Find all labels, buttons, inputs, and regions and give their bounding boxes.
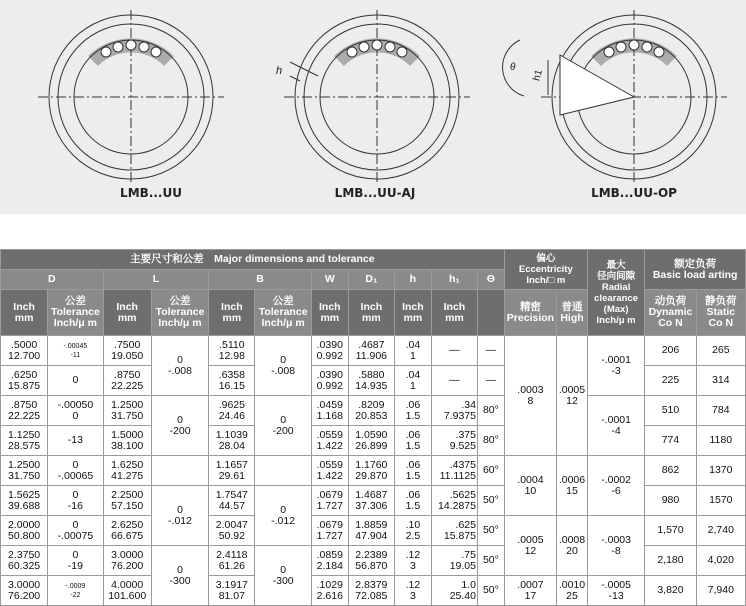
header-inch-mm: Inch mm bbox=[394, 290, 431, 336]
table-cell: .0390 0.992 bbox=[311, 366, 348, 396]
table-cell: .9625 24.46 bbox=[209, 396, 255, 426]
header-inch-mm: Inch mm bbox=[103, 290, 151, 336]
table-cell: 0 -.012 bbox=[151, 486, 208, 546]
table-cell: .5625 14.2875 bbox=[431, 486, 477, 516]
table-cell: .0559 1.422 bbox=[311, 456, 348, 486]
table-row bbox=[1, 336, 746, 366]
table-cell: 0 -.008 bbox=[255, 336, 311, 396]
table-cell: 60° bbox=[477, 456, 504, 486]
header-D1: D₁ bbox=[348, 270, 394, 290]
header-radial-clearance: 最大 径向间隙 Radial clearance (Max) Inch/μ m bbox=[587, 250, 644, 336]
header-h1: h₁ bbox=[431, 270, 477, 290]
table-cell: 3.0000 76.200 bbox=[103, 546, 151, 576]
table-cell: 980 bbox=[645, 486, 696, 516]
header-L: L bbox=[103, 270, 209, 290]
caption-uu-aj: LMB...UU-AJ bbox=[334, 186, 416, 200]
table-cell: .0010 25 bbox=[557, 576, 588, 606]
table-cell: .1029 2.616 bbox=[311, 576, 348, 606]
header-h: h bbox=[394, 270, 431, 290]
table-cell: .0008 20 bbox=[557, 516, 588, 576]
table-cell: 1.4687 37.306 bbox=[348, 486, 394, 516]
h1-label: h1 bbox=[531, 68, 545, 83]
table-cell: .75 19.05 bbox=[431, 546, 477, 576]
table-cell: 2.2500 57.150 bbox=[103, 486, 151, 516]
dimensions-table bbox=[0, 249, 746, 606]
table-cell: 50° bbox=[477, 486, 504, 516]
table-cell: .06 1.5 bbox=[394, 486, 431, 516]
table-cell: 2.6250 66.675 bbox=[103, 516, 151, 546]
table-cell: 1.2500 31.750 bbox=[103, 396, 151, 426]
bearing-drawing-uu bbox=[38, 10, 224, 184]
table-cell: 3,820 bbox=[645, 576, 696, 606]
table-cell: 1.5625 39.688 bbox=[1, 486, 48, 516]
table-cell: 2.8379 72.085 bbox=[348, 576, 394, 606]
header-eccentricity: 偏心 Eccentricity Inch/□ m bbox=[504, 250, 587, 290]
table-cell: 314 bbox=[696, 366, 745, 396]
table-cell: 1180 bbox=[696, 426, 745, 456]
table-cell: .0004 10 bbox=[504, 456, 556, 516]
table-cell: .0005 12 bbox=[557, 336, 588, 456]
table-cell bbox=[151, 456, 208, 486]
table-cell: 3.1917 81.07 bbox=[209, 576, 255, 606]
table-cell: 2.2389 56.870 bbox=[348, 546, 394, 576]
table-cell: .8750 22.225 bbox=[103, 366, 151, 396]
table-cell: 0 -300 bbox=[255, 546, 311, 606]
table-cell: .625 15.875 bbox=[431, 516, 477, 546]
header-load: 额定负荷 Basic load arting bbox=[645, 250, 746, 290]
table-cell: .7500 19.050 bbox=[103, 336, 151, 366]
table-cell: 50° bbox=[477, 516, 504, 546]
drawings-panel bbox=[0, 0, 746, 214]
bearing-drawing-uu-op bbox=[503, 10, 727, 184]
table-cell: 0 -.00075 bbox=[48, 516, 103, 546]
table-cell: 225 bbox=[645, 366, 696, 396]
table-cell: 1570 bbox=[696, 486, 745, 516]
table-cell: — bbox=[431, 336, 477, 366]
table-cell: 1.0590 26.899 bbox=[348, 426, 394, 456]
table-cell: .0559 1.422 bbox=[311, 426, 348, 456]
header-high: 普通 High bbox=[557, 290, 588, 336]
table-cell: 2.0000 50.800 bbox=[1, 516, 48, 546]
table-cell: 1,570 bbox=[645, 516, 696, 546]
table-cell: 862 bbox=[645, 456, 696, 486]
table-cell: 2.0047 50.92 bbox=[209, 516, 255, 546]
table-cell: 1.1039 28.04 bbox=[209, 426, 255, 456]
header-inch-mm: Inch mm bbox=[209, 290, 255, 336]
header-major-dims: 主要尺寸和公差 Major dimensions and tolerance bbox=[1, 250, 505, 270]
table-cell: 0 bbox=[48, 366, 103, 396]
table-cell: 1370 bbox=[696, 456, 745, 486]
table-cell: 0 -16 bbox=[48, 486, 103, 516]
header-theta-blank bbox=[477, 290, 504, 336]
table-cell: 1.1760 29.870 bbox=[348, 456, 394, 486]
table-cell: 2.4118 61.26 bbox=[209, 546, 255, 576]
table-cell: .8750 22.225 bbox=[1, 396, 48, 426]
table-cell: 1.1657 29.61 bbox=[209, 456, 255, 486]
table-cell: 1.0 25.40 bbox=[431, 576, 477, 606]
caption-uu: LMB...UU bbox=[120, 186, 182, 200]
table-cell: .10 2.5 bbox=[394, 516, 431, 546]
caption-uu-op: LMB...UU-OP bbox=[591, 186, 677, 200]
table-cell: .6358 16.15 bbox=[209, 366, 255, 396]
table-cell: 2.3750 60.325 bbox=[1, 546, 48, 576]
table-cell: 3.0000 76.200 bbox=[1, 576, 48, 606]
table-cell: -.0003 -8 bbox=[587, 516, 644, 576]
header-dynamic: 动负荷 Dynamic Co N bbox=[645, 290, 696, 336]
header-theta: Θ bbox=[477, 270, 504, 290]
table-cell: — bbox=[477, 366, 504, 396]
table-cell: 0 -.00065 bbox=[48, 456, 103, 486]
table-cell: 1.8859 47.904 bbox=[348, 516, 394, 546]
table-cell: 510 bbox=[645, 396, 696, 426]
table-cell: .0390 0.992 bbox=[311, 336, 348, 366]
table-cell: 4.0000 101.600 bbox=[103, 576, 151, 606]
table-cell: .06 1.5 bbox=[394, 426, 431, 456]
table-cell: .8209 20.853 bbox=[348, 396, 394, 426]
header-static: 静负荷 Static Co N bbox=[696, 290, 745, 336]
header-tolerance: 公差 Tolerance Inch/μ m bbox=[151, 290, 208, 336]
table-cell: .04 1 bbox=[394, 366, 431, 396]
header-W: W bbox=[311, 270, 348, 290]
table-cell: 7,940 bbox=[696, 576, 745, 606]
table-cell: 0 -200 bbox=[151, 396, 208, 456]
table-cell: 0 -.012 bbox=[255, 486, 311, 546]
table-cell: 1.1250 28.575 bbox=[1, 426, 48, 456]
table-cell: -.00050 0 bbox=[48, 396, 103, 426]
table-cell: 2,740 bbox=[696, 516, 745, 546]
table-cell: 774 bbox=[645, 426, 696, 456]
header-precision: 精密 Precision bbox=[504, 290, 556, 336]
table-cell: .0859 2.184 bbox=[311, 546, 348, 576]
table-cell: .06 1.5 bbox=[394, 396, 431, 426]
table-cell: 0 -200 bbox=[255, 396, 311, 456]
table-cell: .0003 8 bbox=[504, 336, 556, 456]
table-cell: 80° bbox=[477, 426, 504, 456]
table-cell: — bbox=[431, 366, 477, 396]
header-inch-mm: Inch mm bbox=[1, 290, 48, 336]
table-cell: 1.7547 44.57 bbox=[209, 486, 255, 516]
table-cell: — bbox=[477, 336, 504, 366]
table-cell: -.0001 -3 bbox=[587, 336, 644, 396]
table-cell: .0459 1.168 bbox=[311, 396, 348, 426]
table-cell: 1.2500 31.750 bbox=[1, 456, 48, 486]
table-cell: 0 -300 bbox=[151, 546, 208, 606]
table-cell: .04 1 bbox=[394, 336, 431, 366]
bearing-drawings bbox=[0, 0, 746, 214]
table-cell bbox=[255, 456, 311, 486]
table-cell: .0679 1.727 bbox=[311, 486, 348, 516]
bearing-drawing-uu-aj bbox=[284, 10, 470, 184]
table-cell: 50° bbox=[477, 576, 504, 606]
table-cell: .34 7.9375 bbox=[431, 396, 477, 426]
table-cell: 0 -19 bbox=[48, 546, 103, 576]
header-tolerance: 公差 Tolerance Inch/μ m bbox=[255, 290, 311, 336]
header-D: D bbox=[1, 270, 104, 290]
table-cell: .12 3 bbox=[394, 546, 431, 576]
table-cell: -.0005 -13 bbox=[587, 576, 644, 606]
table-cell: .0005 12 bbox=[504, 516, 556, 576]
header-inch-mm: Inch mm bbox=[311, 290, 348, 336]
table-cell: .06 1.5 bbox=[394, 456, 431, 486]
table-cell: .0007 17 bbox=[504, 576, 556, 606]
table-cell: .4687 11.906 bbox=[348, 336, 394, 366]
table-row bbox=[1, 576, 746, 606]
table-cell: 4,020 bbox=[696, 546, 745, 576]
table-cell: .6250 15.875 bbox=[1, 366, 48, 396]
table-cell: -.0002 -6 bbox=[587, 456, 644, 516]
table-row bbox=[1, 456, 746, 486]
table-cell: .12 3 bbox=[394, 576, 431, 606]
header-B: B bbox=[209, 270, 312, 290]
table-cell: .5000 12.700 bbox=[1, 336, 48, 366]
table-cell: 2,180 bbox=[645, 546, 696, 576]
table-cell: 80° bbox=[477, 396, 504, 426]
header-tolerance: 公差 Tolerance Inch/μ m bbox=[48, 290, 103, 336]
table-cell: 265 bbox=[696, 336, 745, 366]
table-cell: 1.6250 41.275 bbox=[103, 456, 151, 486]
table-cell: .5110 12.98 bbox=[209, 336, 255, 366]
table-cell: -.0001 -4 bbox=[587, 396, 644, 456]
table-cell: .0679 1.727 bbox=[311, 516, 348, 546]
table-cell: .375 9.525 bbox=[431, 426, 477, 456]
header-inch-mm: Inch mm bbox=[431, 290, 477, 336]
table-cell: .4375 11.1125 bbox=[431, 456, 477, 486]
table-cell: -.00045 -11 bbox=[48, 336, 103, 366]
table-cell: -.0009 -22 bbox=[48, 576, 103, 606]
table-cell: 0 -.008 bbox=[151, 336, 208, 396]
table-cell: .0006 15 bbox=[557, 456, 588, 516]
table-cell: 50° bbox=[477, 546, 504, 576]
table-cell: 1.5000 38.100 bbox=[103, 426, 151, 456]
h-label: h bbox=[276, 65, 283, 77]
header-inch-mm: Inch mm bbox=[348, 290, 394, 336]
table-row bbox=[1, 396, 746, 426]
table-cell: -13 bbox=[48, 426, 103, 456]
table-cell: 784 bbox=[696, 396, 745, 426]
theta-label: θ bbox=[510, 62, 516, 73]
table-row bbox=[1, 516, 746, 546]
table-cell: .5880 14.935 bbox=[348, 366, 394, 396]
table-cell: 206 bbox=[645, 336, 696, 366]
